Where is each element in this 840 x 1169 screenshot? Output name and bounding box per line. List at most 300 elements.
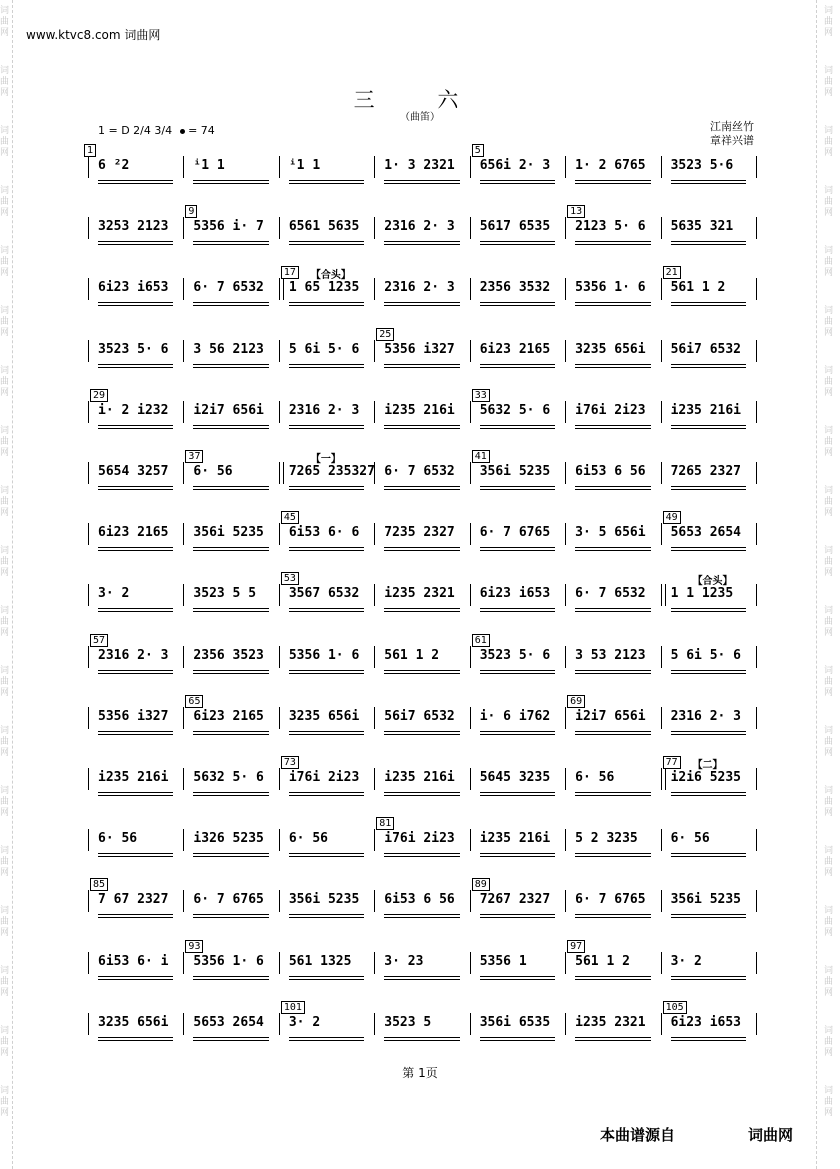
watermark-group: [824, 126, 833, 159]
measure-notes: i2i7 656i: [575, 708, 646, 724]
barline: [565, 156, 566, 178]
measure: [575, 892, 654, 912]
beam-line: [98, 486, 173, 487]
measure: [98, 586, 177, 606]
barline: [183, 401, 184, 423]
beam-line: [575, 489, 650, 490]
barline: [470, 523, 471, 545]
beam-line: [289, 608, 364, 609]
measure-notes: i235 216i: [98, 770, 169, 785]
watermark-group: [0, 606, 9, 639]
measure: [384, 709, 463, 729]
section-marker: 【合头】: [692, 576, 733, 588]
measure-number: 33: [472, 389, 490, 402]
barline: [470, 401, 471, 423]
barline: [183, 707, 184, 729]
measure-notes: i2i7 656i: [193, 402, 264, 418]
beam-line: [98, 180, 173, 181]
measure-number: 49: [663, 511, 681, 524]
beam-line: [480, 976, 555, 977]
watermark-char: 词: [824, 606, 834, 616]
beam-line: [575, 853, 650, 854]
beam-line: [480, 853, 555, 854]
measure: [474, 634, 559, 668]
beam-line: [193, 853, 268, 854]
measure-number: 89: [472, 878, 490, 891]
barline: [374, 952, 375, 974]
beam-line: [289, 1037, 364, 1038]
watermark-char: 网: [0, 1048, 10, 1058]
measure-notes: 5632 5· 6: [193, 770, 264, 785]
watermark-char: 曲: [0, 857, 10, 867]
measure: [480, 342, 559, 362]
beam-line: [289, 241, 364, 242]
barline: [470, 890, 471, 912]
beam-line: [98, 917, 173, 918]
beam-line: [575, 367, 650, 368]
measure: [288, 454, 375, 484]
watermark-char: 词: [824, 306, 834, 316]
beam-line: [289, 734, 364, 735]
measure: [98, 158, 177, 178]
watermark-char: 网: [0, 748, 10, 758]
measure: [474, 879, 559, 912]
beam-line: [671, 792, 746, 793]
beam-line: [289, 183, 364, 184]
measure: [193, 648, 272, 668]
barline: [183, 829, 184, 851]
beam-line: [671, 367, 746, 368]
beam-line: [575, 241, 650, 242]
measure-notes: 5356 1· 6: [193, 953, 264, 969]
beam-line: [671, 302, 746, 303]
beam-line: [671, 795, 746, 796]
brand-link[interactable]: 词曲网: [748, 1126, 794, 1144]
watermark-group: [824, 606, 833, 639]
measure-number: 45: [281, 511, 299, 524]
section-marker: 【二】: [692, 760, 723, 771]
watermark-group: [824, 246, 833, 279]
measure-notes: 1· 2 6765: [575, 158, 646, 173]
watermark-char: 网: [0, 1108, 10, 1118]
barline: [565, 462, 566, 484]
beam-line: [575, 364, 650, 365]
beam-line: [671, 550, 746, 551]
beam-line: [384, 425, 459, 426]
barline: [661, 952, 662, 974]
beam-line: [480, 1037, 555, 1038]
beam-line: [289, 489, 364, 490]
measure: [289, 892, 368, 912]
measure-notes: 6· 7 6765: [575, 892, 646, 908]
watermark-char: 曲: [824, 1097, 834, 1107]
measure-notes: i2i6 5235: [670, 770, 742, 785]
measure: [575, 280, 654, 300]
beam-line: [98, 608, 173, 609]
measure-notes: 5654 3257: [98, 464, 169, 479]
measure: [671, 464, 750, 484]
measure-notes: 2356 3523: [193, 647, 264, 663]
beam-line: [193, 914, 268, 915]
watermark-char: 词: [0, 1086, 10, 1096]
barline: [756, 768, 757, 790]
measure-notes: 6· 56: [193, 464, 233, 479]
measure: [671, 648, 750, 668]
watermark-char: 词: [0, 606, 10, 616]
barline: [279, 890, 280, 912]
watermark-char: 词: [0, 66, 10, 76]
barline: [756, 523, 757, 545]
beam-line: [480, 364, 555, 365]
measure-notes: 561 1 2: [575, 953, 630, 969]
beam-line: [384, 673, 459, 674]
beam-line: [98, 979, 173, 980]
watermark-char: 网: [0, 448, 10, 458]
beam-line: [193, 979, 268, 980]
beam-line: [575, 731, 650, 732]
beam-line: [193, 608, 268, 609]
barline: [88, 890, 89, 912]
measure-number: 21: [663, 266, 681, 279]
key-time-signature: [98, 124, 215, 137]
watermark-group: [0, 366, 9, 399]
watermark-group: [824, 426, 833, 459]
beam-line: [384, 1040, 459, 1041]
beam-line: [480, 670, 555, 671]
beam-line: [384, 856, 459, 857]
watermark-char: 网: [0, 568, 10, 578]
beam-line: [575, 792, 650, 793]
barline: [279, 523, 280, 545]
beam-line: [384, 792, 459, 793]
beam-line: [384, 180, 459, 181]
measure-notes: 3523 5· 6: [98, 341, 169, 357]
beam-line: [289, 305, 364, 306]
barline: [279, 768, 280, 790]
watermark-char: 词: [0, 1026, 10, 1036]
barline: [88, 401, 89, 423]
barline: [279, 217, 280, 239]
watermark-char: 网: [0, 808, 10, 818]
measure: [98, 219, 177, 239]
beam-line: [575, 734, 650, 735]
measure-notes: 1 65 1235: [288, 280, 360, 296]
beam-line: [480, 183, 555, 184]
measure-notes: ⁱ1 1: [193, 158, 225, 173]
measure-number: 41: [472, 450, 490, 463]
measure: [98, 709, 177, 729]
beam-line: [480, 425, 555, 426]
measure-notes: 3· 23: [384, 953, 424, 969]
measure-notes: 5 2 3235: [575, 831, 638, 847]
measure-number: 77: [663, 756, 681, 769]
watermark-char: 网: [824, 928, 834, 938]
watermark-char: 网: [824, 448, 834, 458]
watermark-char: 曲: [0, 317, 10, 327]
watermark-char: 词: [824, 486, 834, 496]
watermark-char: 曲: [0, 377, 10, 387]
measure-notes: 5356 i327: [384, 341, 455, 357]
measure: [283, 757, 368, 790]
beam-line: [98, 305, 173, 306]
beam-line: [575, 302, 650, 303]
measure: [93, 879, 177, 912]
measure: [575, 464, 654, 484]
barline: [470, 584, 471, 606]
measure-notes: 6i23 i653: [670, 1014, 742, 1030]
barline: [756, 340, 757, 362]
measure: [480, 954, 559, 974]
beam-line: [98, 670, 173, 671]
watermark-char: 词: [824, 966, 834, 976]
measure: [289, 648, 368, 668]
measure-notes: 3235 656i: [288, 708, 360, 724]
measure: [480, 280, 559, 300]
measure-notes: 2316 2· 3: [384, 219, 455, 235]
beam-line: [480, 734, 555, 735]
barline: [470, 217, 471, 239]
beam-line: [193, 547, 268, 548]
beam-line: [98, 976, 173, 977]
measure: [665, 1001, 750, 1035]
watermark-char: 曲: [824, 17, 834, 27]
measure-number: 85: [90, 878, 108, 891]
beam-line: [384, 550, 459, 551]
beam-line: [98, 734, 173, 735]
barline: [661, 340, 662, 362]
beam-line: [671, 917, 746, 918]
barline: [756, 401, 757, 423]
measure-notes: 6· 56: [670, 831, 710, 847]
beam-line: [98, 731, 173, 732]
measure: [289, 403, 368, 423]
barline: [183, 646, 184, 668]
measure-notes: 5356 i· 7: [193, 219, 264, 235]
beam-line: [480, 244, 555, 245]
measure: [671, 954, 750, 974]
measure-notes: 1· 3 2321: [384, 158, 455, 173]
credit-arranger: 章祥兴谱: [710, 134, 754, 147]
watermark-char: 词: [0, 786, 10, 796]
measure-notes: i76i 2i23: [384, 831, 455, 847]
beam-line: [575, 305, 650, 306]
barline: [661, 278, 662, 300]
beam-line: [480, 792, 555, 793]
measure-number: 97: [567, 940, 585, 953]
barline: [374, 401, 375, 423]
watermark-char: 曲: [0, 17, 10, 27]
barline: [374, 646, 375, 668]
measure: [98, 342, 177, 362]
measure: [384, 158, 463, 178]
beam-line: [193, 364, 268, 365]
beam-line: [480, 1040, 555, 1041]
measure-number: 9: [185, 205, 197, 218]
watermark-char: 网: [0, 508, 10, 518]
beam-line: [98, 183, 173, 184]
measure-number: 105: [663, 1001, 687, 1014]
beam-line: [289, 367, 364, 368]
watermark-char: 网: [824, 808, 834, 818]
measure: [480, 586, 559, 606]
barline: [565, 401, 566, 423]
barline: [279, 401, 280, 423]
beam-line: [384, 489, 459, 490]
beam-line: [289, 670, 364, 671]
measure-notes: 6i53 6 56: [575, 464, 646, 479]
beam-line: [193, 180, 268, 181]
measure: [575, 525, 654, 545]
watermark-char: 网: [824, 628, 834, 638]
measure: [384, 1015, 463, 1035]
measure-notes: 6· 7 6532: [193, 280, 264, 296]
left-margin-guide: [12, 0, 13, 1169]
watermark-char: 词: [824, 186, 834, 196]
barline: [756, 707, 757, 729]
watermark-group: [824, 366, 833, 399]
measure-notes: i· 2 i232: [98, 402, 169, 418]
barline: [661, 829, 662, 851]
beam-line: [193, 428, 268, 429]
beam-line: [98, 914, 173, 915]
watermark-char: 曲: [824, 617, 834, 627]
beam-line: [480, 180, 555, 181]
measure-notes: 3· 2: [288, 1014, 321, 1030]
beam-line: [193, 792, 268, 793]
measure: [671, 831, 750, 851]
measure-notes: 5 6i 5· 6: [288, 341, 360, 357]
beam-line: [671, 914, 746, 915]
measure: [575, 831, 654, 851]
beam-line: [289, 550, 364, 551]
section-marker: 【一】: [310, 454, 341, 465]
barline: [661, 156, 662, 178]
beam-line: [575, 183, 650, 184]
measure-notes: i235 216i: [384, 402, 455, 418]
beam-line: [193, 489, 268, 490]
watermark-char: 曲: [0, 557, 10, 567]
measure: [283, 573, 368, 606]
watermark-char: 曲: [824, 137, 834, 147]
barline: [279, 1013, 280, 1035]
measure: [193, 831, 272, 851]
barline: [565, 646, 566, 668]
measure-notes: 5653 2654: [193, 1014, 264, 1030]
watermark-group: [824, 546, 833, 579]
beam-line: [289, 428, 364, 429]
measure-notes: 5356 1: [479, 953, 527, 969]
beam-line: [98, 302, 173, 303]
measure-number: 13: [567, 205, 585, 218]
measure-notes: 7265 235327: [288, 464, 375, 479]
beam-line: [193, 917, 268, 918]
watermark-char: 曲: [824, 737, 834, 747]
measure: [671, 892, 750, 912]
watermark-char: 词: [824, 246, 834, 256]
measure: [480, 1015, 559, 1035]
measure-notes: i235 2321: [384, 586, 455, 602]
measure: [480, 831, 559, 851]
watermark-char: 词: [0, 306, 10, 316]
watermark-char: 曲: [824, 437, 834, 447]
barline: [565, 278, 566, 300]
measure: [575, 403, 654, 423]
site-url[interactable]: www.ktvc8.com 词曲网: [26, 28, 161, 42]
barline: [470, 707, 471, 729]
barline: [470, 768, 471, 790]
measure-number: 53: [281, 572, 299, 585]
measure-notes: i235 2321: [575, 1014, 646, 1030]
measure: [480, 525, 559, 545]
measure-notes: 3· 5 656i: [575, 525, 646, 541]
measure-number: 5: [472, 144, 484, 157]
measure-notes: 1 1 1235: [670, 586, 734, 602]
measure-notes: 6 ²2: [98, 158, 130, 173]
barline: [88, 462, 89, 484]
watermark-char: 网: [824, 688, 834, 698]
barline: [756, 217, 757, 239]
measure: [379, 328, 463, 362]
watermark-group: [0, 726, 9, 759]
beam-line: [480, 917, 555, 918]
measure-notes: 5653 2654: [670, 525, 742, 541]
watermark-char: 曲: [0, 77, 10, 87]
barline: [183, 217, 184, 239]
watermark-group: [0, 966, 9, 999]
measure-number: 37: [185, 450, 203, 463]
barline: [661, 707, 662, 729]
barline: [88, 829, 89, 851]
measure-notes: 6i23 i653: [479, 586, 551, 602]
beam-line: [671, 734, 746, 735]
barline: [279, 462, 284, 484]
measure-notes: 656i 2· 3: [479, 158, 551, 173]
measure-notes: 3235 656i: [575, 341, 646, 357]
barline: [279, 584, 280, 606]
measure-notes: 6· 56: [288, 831, 328, 847]
measure: [665, 267, 750, 300]
beam-line: [98, 244, 173, 245]
measure-notes: 5617 6535: [479, 219, 551, 235]
beam-line: [480, 302, 555, 303]
beam-line: [671, 731, 746, 732]
beam-line: [289, 917, 364, 918]
measure-notes: ⁱ1 1: [288, 158, 321, 173]
measure: [665, 757, 750, 790]
barline: [756, 278, 757, 300]
score-row: [88, 451, 756, 490]
measure-notes: 5356 1· 6: [288, 647, 360, 663]
measure-notes: 5356 1· 6: [575, 280, 646, 296]
barline: [756, 156, 757, 178]
measure-notes: 356i 5235: [479, 464, 551, 479]
barline: [183, 1013, 184, 1035]
measure: [193, 403, 272, 423]
beam-line: [575, 670, 650, 671]
barline: [374, 707, 375, 729]
watermark-group: [0, 846, 9, 879]
watermark-group: [0, 126, 9, 159]
score-row: [88, 695, 756, 735]
beam-line: [193, 183, 268, 184]
beam-line: [480, 305, 555, 306]
barline: [470, 829, 471, 851]
measure: [384, 403, 463, 423]
watermark-char: 曲: [824, 257, 834, 267]
measure: [188, 206, 272, 239]
measure-notes: 3523 5: [384, 1014, 432, 1030]
barline: [374, 523, 375, 545]
